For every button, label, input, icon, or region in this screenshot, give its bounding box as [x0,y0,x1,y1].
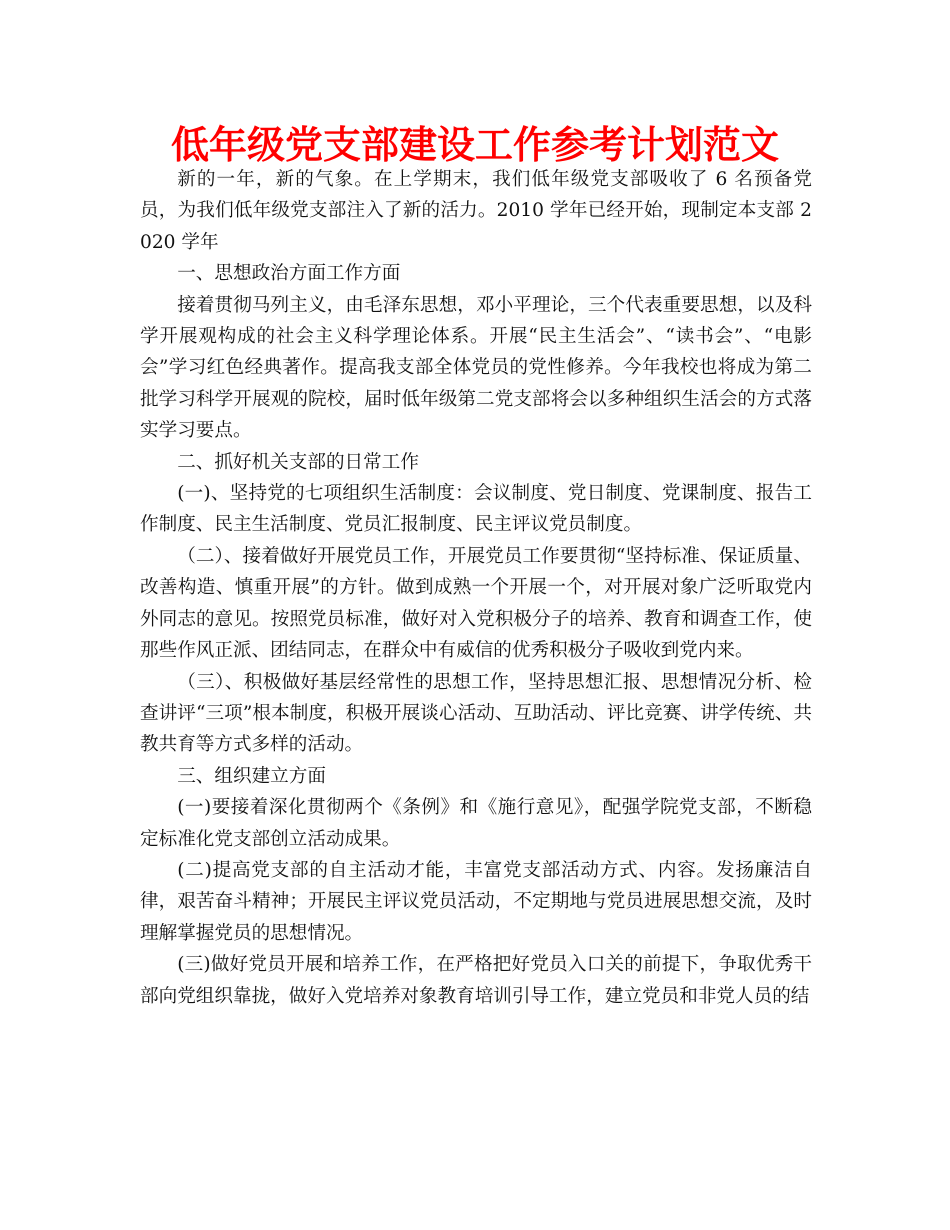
paragraph-intro: 新的一年，新的气象。在上学期末，我们低年级党支部吸收了 6 名预备党员，为我们低年级党支部注入了新的活力。2010 学年已经开始，现制定本支部 2020 学年 [140,169,812,253]
paragraph-daily-work-2: （二）、接着做好开展党员工作，开展党员工作要贯彻“坚持标准、保证质量、改善构造、慎重开展”的方针。做到成熟一个开展一个，对开展对象广泛听取党内外同志的意见。按照党员标准，做好对入党积极分子的培养、教育和调查工作，使那些作风正派、团结同志，在群众中有威信的优秀积极分子吸收到党内来。 [140,545,812,662]
section-heading-organization: 三、组织建立方面 [177,765,326,787]
paragraph-ideology: 接着贯彻马列主义，由毛泽东思想，邓小平理论，三个代表重要思想，以及科学开展观构成的社会主义科学理论体系。开展“民主生活会”、“读书会”、“电影会”学习红色经典著作。提高我支部全体党员的党性修养。今年我校也将成为第二批学习科学开展观的院校，届时低年级第二党支部将会以多种组织生活会的方式落实学习要点。 [140,294,812,442]
paragraph-organization-3: (三)做好党员开展和培养工作，在严格把好党员入口关的前提下，争取优秀干部向党组织靠拢，做好入党培养对象教育培训引导工作，建立党员和非党人员的结 [140,954,812,1007]
document-body [140,164,812,1012]
section-heading-daily-work: 二、抓好机关支部的日常工作 [177,451,419,473]
document-title: 低年级党支部建设工作参考计划范文 [170,123,779,167]
paragraph-organization-1: (一)要接着深化贯彻两个《条例》和《施行意见》，配强学院党支部，不断稳定标准化党支部创立活动成果。 [140,797,812,850]
section-heading-ideology: 一、思想政治方面工作方面 [177,263,401,285]
paragraph-daily-work-3: （三）、积极做好基层经常性的思想工作，坚持思想汇报、思想情况分析、检查讲评“三项”根本制度，积极开展谈心活动、互助活动、评比竞赛、讲学传统、共教共育等方式多样的活动。 [140,671,812,756]
paragraph-organization-2: (二)提高党支部的自主活动才能，丰富党支部活动方式、内容。发扬廉洁自律，艰苦奋斗精神；开展民主评议党员活动，不定期地与党员进展思想交流，及时理解掌握党员的思想情况。 [140,859,812,944]
paragraph-daily-work-1: (一)、坚持党的七项组织生活制度：会议制度、党日制度、党课制度、报告工作制度、民主生活制度、党员汇报制度、民主评议党员制度。 [140,483,812,536]
